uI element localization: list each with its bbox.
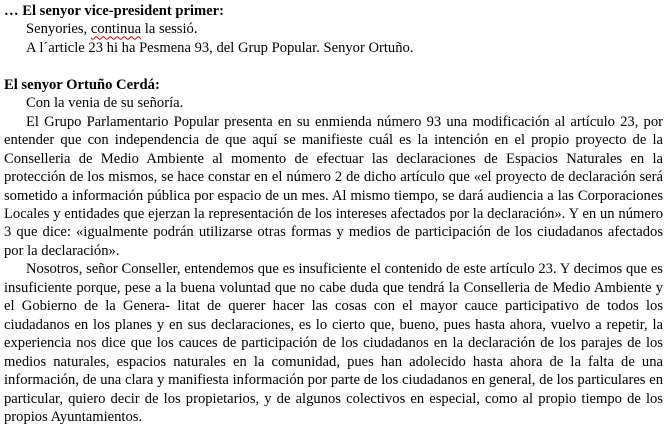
statement-text: Senyories,	[26, 21, 91, 38]
statement-line: A l´article 23 hi ha Pesmena 93, del Grup Popular. Senyor Ortuño.	[26, 39, 414, 56]
body-paragraph: El Grupo Parlamentario Popular presenta en su enmienda número 93 una modificación al artículo 23, por entender que con independencia de que aquí se manifieste cuál es la intención en el propio proyecto de la Conselleria de Medio Ambiente al momento de efectuar las declaraciones de Espacios Naturales en la protección de los mismos, se hace constar en el número 2 de dicho artículo que «el proyecto de declaración será sometido a información pública por espacio de un mes. Al mismo tiempo, se dará audiencia a las Corporaciones Locales y entidades que ejerzan la representación de los intereses afectados por la declaración». Y en un número 3 que dice: «igualmente podrán utilizarse otras formas y medios de participación de los ciudadanos afectados por la declaración».	[4, 113, 663, 259]
paragraph-gap	[4, 57, 663, 75]
statement-line	[4, 20, 663, 38]
speaker-heading-ortuno: El senyor Ortuño Cerdá:	[4, 76, 160, 93]
document-page	[4, 2, 663, 426]
body-paragraph: Nosotros, señor Conseller, entendemos que es insuficiente el contenido de este artículo 23. Y decimos que es insuficiente porque, pese a la buena voluntad que no cabe duda que tendrá la Conselleria de Medio Ambiente y el Gobierno de la Genera- litat de querer hacer las cosas con el mayor cauce participativo de todos los ciudadanos en los planes y en sus declaraciones, es lo cierto que, bueno, pues hasta ahora, vuelvo a repetir, la experiencia nos dice que los cauces de participación de los ciudadanos en la declaración de los parajes de los medios naturales, espacios naturales en la comunidad, pues han adolecido hasta ahora de la falta de una información, de una clara y manifiesta información por parte de los ciudadanos en general, de los particulares en particular, quiero decir de los propietarios, y de algunos colectivos en especial, como al propio tiempo de los propios Ayuntamientos.	[4, 261, 663, 425]
statement-text: la sessió.	[141, 21, 198, 38]
statement-line: Con la venia de su señoría.	[26, 95, 184, 112]
spellcheck-flagged-word: continua	[90, 21, 142, 38]
speaker-heading-vice-president: … El senyor vice-president primer:	[4, 3, 224, 19]
